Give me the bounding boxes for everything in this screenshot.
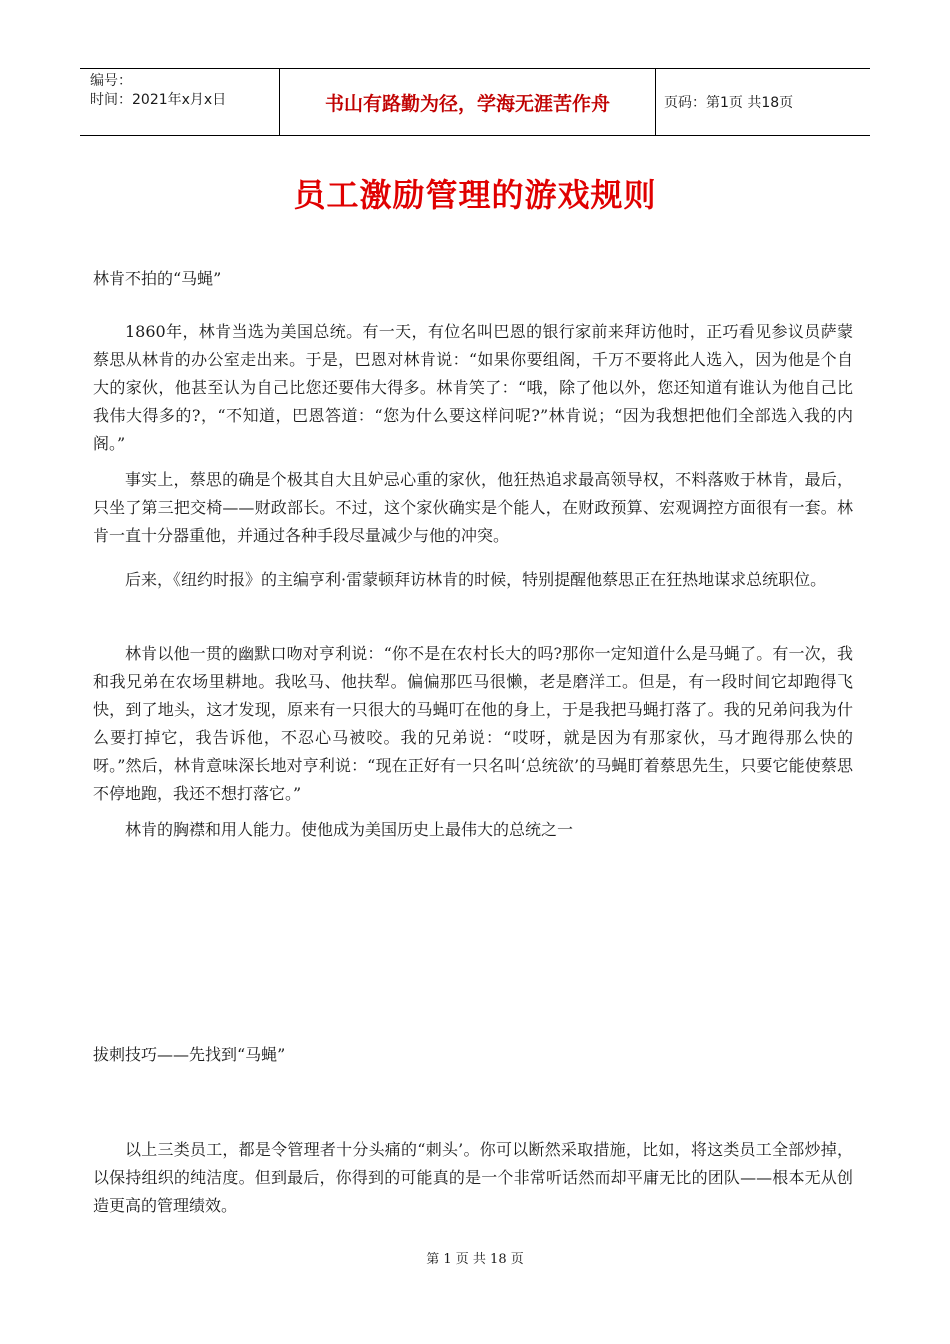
header-page-code: 页码：第1页 共18页: [664, 95, 794, 111]
document-number: 编号：: [90, 73, 132, 89]
document-header: [80, 68, 870, 136]
paragraph: 以上三类员工，都是令管理者十分头痛的“刺头’。你可以断然采取措施，比如，将这类员工全部炒掉，以保持组织的纯洁度。但到最后，你得到的可能真的是一个非常听话然而却平庸无比的团队——根本无从创造更高的管理绩效。: [93, 1140, 853, 1215]
paragraph: 事实上，蔡思的确是个极其自大且妒忌心重的家伙，他狂热追求最高领导权，不料落败于林肯，最后，只坐了第三把交椅——财政部长。不过，这个家伙确实是个能人，在财政预算、宏观调控方面很有一套。林肯一直十分器重他，并通过各种手段尽量减少与他的冲突。: [93, 470, 853, 545]
header-motto: 书山有路勤为径，学海无涯苦作舟: [280, 69, 656, 135]
page-footer: 第 1 页 共 18 页: [426, 1252, 524, 1267]
section-heading-1: 林肯不拍的“马蝇”: [93, 269, 222, 288]
paragraph: 林肯的胸襟和用人能力。使他成为美国历史上最伟大的总统之一: [125, 820, 574, 839]
document-date: 时间：2021年x月x日: [90, 92, 227, 108]
page-title: 员工激励管理的游戏规则: [293, 176, 657, 214]
paragraph: 后来，《纽约时报》的主编亨利·雷蒙顿拜访林肯的时候，特别提醒他蔡思正在狂热地谋求总统职位。: [125, 570, 827, 589]
section-heading-2: 拔刺技巧——先找到“马蝇”: [93, 1045, 286, 1064]
paragraph: 1860年，林肯当选为美国总统。有一天，有位名叫巴恩的银行家前来拜访他时，正巧看见参议员萨蒙蔡思从林肯的办公室走出来。于是，巴恩对林肯说：“如果你要组阁，千万不要将此人选入，因为他是个自大的家伙，他甚至认为自己比您还要伟大得多。林肯笑了：“哦，除了他以外，您还知道有谁认为他自己比我伟大得多的?，“不知道，巴恩答道：“您为什么要这样问呢?”林肯说；“因为我想把他们全部选入我的内阁。”: [93, 322, 853, 453]
paragraph: 林肯以他一贯的幽默口吻对亨利说：“你不是在农村长大的吗?那你一定知道什么是马蝇了。有一次，我和我兄弟在农场里耕地。我吆马、他扶犁。偏偏那匹马很懒，老是磨洋工。但是，有一段时间它却跑得飞快，到了地头，这才发现，原来有一只很大的马蝇叮在他的身上，于是我把马蝇打落了。我的兄弟问我为什么要打掉它，我告诉他，不忍心马被咬。我的兄弟说：“哎呀，就是因为有那家伙，马才跑得那么快的呀。”然后，林肯意味深长地对亨利说：“现在正好有一只名叫‘总统欲’的马蝇盯着蔡思先生，只要它能使蔡思不停地跑，我还不想打落它。”: [93, 644, 853, 803]
header-meta: [80, 69, 280, 135]
